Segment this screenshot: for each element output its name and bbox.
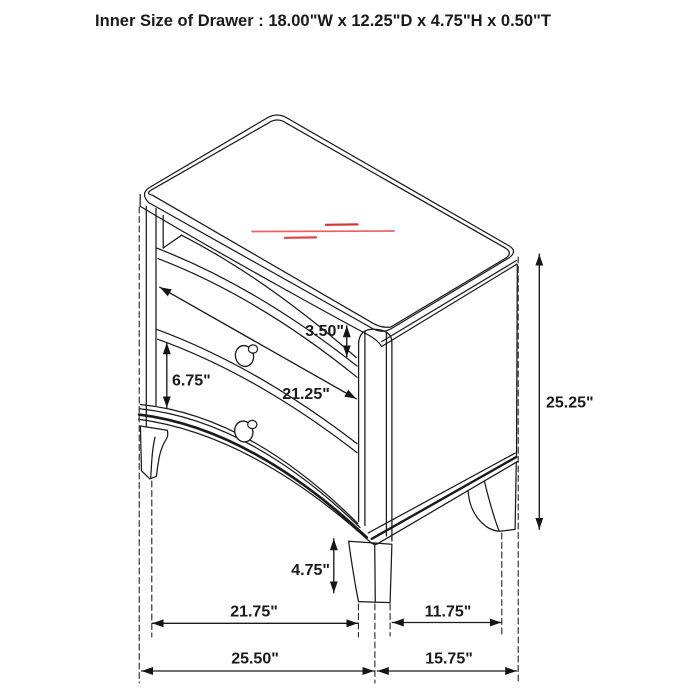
dim-label-overall-height: 25.25"	[546, 394, 594, 412]
dim-overall-depth	[377, 651, 516, 672]
dim-cubby-height	[305, 323, 347, 357]
dim-label-side-leg-span: 11.75"	[424, 603, 472, 621]
red-mark-long	[252, 231, 394, 232]
drawer-knob-upper	[233, 344, 257, 369]
side-rail-line-1	[368, 453, 515, 533]
drawer-knob-lower	[233, 419, 257, 444]
leg-front-left	[140, 426, 167, 479]
leg-front-center-corner-edge	[375, 543, 376, 602]
dim-leg-height	[291, 539, 334, 593]
dim-label-cubby-height: 3.50"	[305, 323, 344, 340]
cubby-floor-left-corner	[163, 235, 181, 248]
dim-label-leg-height: 4.75"	[291, 562, 330, 579]
dim-side-leg-span	[392, 604, 501, 623]
base-rail-line-3	[139, 419, 378, 544]
leg-front-center	[349, 541, 392, 602]
leg-front-left-corner-edge	[151, 437, 155, 478]
top-right-bevel	[382, 260, 517, 341]
dim-overall-width	[142, 651, 374, 672]
dim-label-front-leg-span: 21.75"	[230, 603, 278, 621]
right-panel-rear-edge	[517, 265, 518, 458]
leg-rear-right	[468, 462, 516, 531]
dim-label-drawer-front-width: 21.25"	[282, 386, 330, 403]
dimension-annotations	[142, 254, 594, 671]
shelf-front-bottom-edge	[158, 259, 357, 378]
red-surface-marks	[252, 224, 394, 237]
dim-front-leg-span	[152, 604, 358, 624]
page-title: Inner Size of Drawer : 18.00"W x 12.25"D x 4.75"H x 0.50"T	[95, 12, 551, 30]
dim-label-lower-drawer-height: 6.75"	[172, 372, 211, 390]
dim-lower-drawer-height	[167, 343, 211, 408]
dim-label-overall-width: 25.50"	[231, 650, 279, 668]
leg-rear-right-corner-edge	[484, 481, 499, 530]
dim-label-overall-depth: 15.75"	[425, 650, 473, 668]
dim-overall-height	[539, 254, 593, 529]
knob-cap	[248, 420, 257, 428]
knob-cap	[248, 345, 257, 353]
side-rail-heavy-band	[372, 457, 516, 539]
